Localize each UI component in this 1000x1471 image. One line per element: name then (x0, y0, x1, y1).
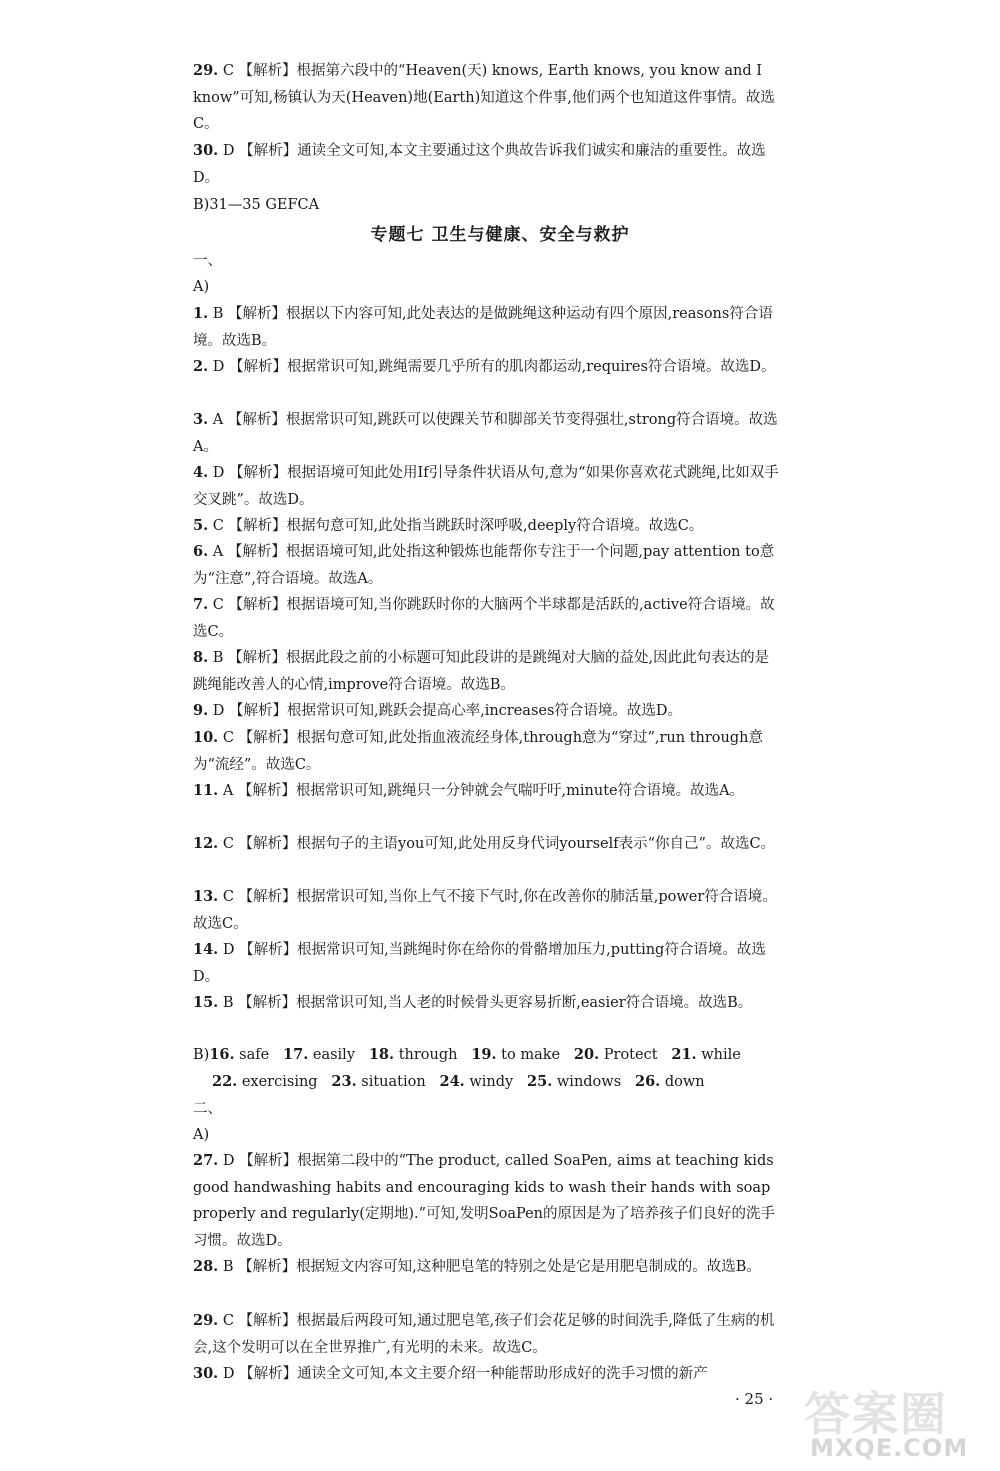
item-text: C 【解析】根据第六段中的“Heaven(天) knows, Earth knows, you know and I know”可知,杨镇认为天(Heaven)地(Earth)知道这个件事,他们两个也知道这件事情。故选C。 (193, 63, 775, 133)
blank-answers-row-1 (193, 1042, 741, 1068)
answer-item-6 (193, 539, 783, 592)
item-text: B 【解析】根据短文内容可知,这种肥皂笔的特别之处是它是用肥皂制成的。故选B。 (222, 1259, 761, 1275)
item-text: C 【解析】根据最后两段可知,通过肥皂笔,孩子们会花足够的时间洗手,降低了生病的机会,这个发明可以在全世界推广,有光明的未来。故选C。 (193, 1313, 775, 1356)
answer-item-5 (193, 513, 783, 540)
b-answer-line: B)31—35 GEFCA (193, 197, 320, 213)
item-text: D 【解析】根据第二段中的“The product, called SoaPen, aims at teaching kids good handwashing habits and encouraging kids to wash their hands with soap properly and regularly(定期地).”可知,发明SoaPen的原因是为了培养孩子们良好的洗手习惯。故选D。 (193, 1153, 776, 1249)
item-text: A 【解析】根据常识可知,跳跃可以使踝关节和脚部关节变得强壮,strong符合语境。故选A。 (193, 412, 778, 455)
blank-number: 17. (283, 1046, 309, 1063)
item-text: C 【解析】根据语境可知,当你跳跃时你的大脑两个半球都是活跃的,active符合语境。故选C。 (193, 597, 775, 640)
item-number: 29. (193, 62, 219, 79)
item-text: D 【解析】根据常识可知,跳跃会提高心率,increases符合语境。故选D。 (212, 703, 683, 719)
blank-word: down (664, 1074, 705, 1090)
answer-item-29 (193, 1308, 783, 1361)
item-number: 28. (193, 1258, 219, 1275)
item-text: D 【解析】通读全文可知,本文主要通过这个典故告诉我们诚实和廉洁的重要性。故选D。 (193, 143, 766, 186)
answer-item-12 (193, 831, 783, 858)
answer-item-13 (193, 884, 783, 937)
item-number: 27. (193, 1152, 219, 1169)
answer-item-30 (193, 1361, 783, 1388)
part-two-heading: 二、 (193, 1101, 222, 1117)
watermark (800, 1378, 990, 1468)
item-number: 14. (193, 941, 219, 958)
item-number: 30. (193, 142, 219, 159)
watermark-logo-text: 答案圈 (804, 1387, 948, 1441)
item-number: 6. (193, 543, 209, 560)
answer-item-7 (193, 592, 783, 645)
answer-item-3 (193, 407, 783, 460)
blank-number: 23. (331, 1073, 357, 1090)
answer-item-1 (193, 301, 783, 354)
blank-number: 18. (368, 1046, 395, 1063)
section-title: 专题七 卫生与健康、安全与救护 (370, 225, 630, 245)
blank-word: Protect (603, 1047, 658, 1063)
item-number: 3. (193, 411, 209, 428)
answer-item-30-top (193, 138, 783, 191)
blank-word: windy (469, 1074, 514, 1090)
answer-item-15 (193, 990, 783, 1017)
item-number: 8. (193, 649, 209, 666)
blank-number: 26. (634, 1073, 661, 1090)
answer-item-14 (193, 937, 783, 990)
item-number: 29. (193, 1312, 219, 1329)
item-text: B 【解析】根据此段之前的小标题可知此段讲的是跳绳对大脑的益处,因此此句表达的是跳绳能改善人的心情,improve符合语境。故选B。 (193, 650, 770, 693)
watermark-site-text: MXQE.COM (810, 1434, 969, 1462)
blank-number: 19. (471, 1046, 497, 1063)
item-number: 15. (193, 994, 219, 1011)
item-text: D 【解析】根据常识可知,当跳绳时你在给你的骨骼增加压力,putting符合语境。故选D。 (193, 942, 766, 985)
part-one-heading: 一、 (193, 253, 222, 269)
item-text: D 【解析】通读全文可知,本文主要介绍一种能帮助形成好的洗手习惯的新产 (222, 1366, 708, 1382)
item-text: C 【解析】根据句子的主语you可知,此处用反身代词yourself表示“你自己”。故选C。 (222, 836, 776, 852)
answer-item-27 (193, 1148, 783, 1254)
answer-item-2 (193, 354, 783, 381)
item-text: A 【解析】根据常识可知,跳绳只一分钟就会气喘吁吁,minute符合语境。故选A。 (222, 783, 745, 799)
blank-word: while (701, 1047, 741, 1063)
item-text: C 【解析】根据句意可知,此处指当跳跃时深呼吸,deeply符合语境。故选C。 (212, 518, 704, 534)
item-text: A 【解析】根据语境可知,此处指这种锻炼也能帮你专注于一个问题,pay attention to意为“注意”,符合语境。故选A。 (193, 544, 775, 587)
item-text: C 【解析】根据句意可知,此处指血液流经身体,through意为“穿过”,run through意为“流经”。故选C。 (193, 730, 763, 773)
answer-item-28 (193, 1254, 783, 1281)
item-text: B 【解析】根据以下内容可知,此处表达的是做跳绳这种运动有四个原因,reasons符合语境。故选B。 (193, 306, 773, 349)
blank-number: 24. (439, 1073, 465, 1090)
blank-word: through (398, 1047, 458, 1063)
item-text: D 【解析】根据常识可知,跳绳需要几乎所有的肌肉都运动,requires符合语境。故选D。 (212, 359, 776, 375)
answer-item-4 (193, 460, 783, 513)
blank-number: 22. (212, 1073, 238, 1090)
blank-word: easily (312, 1047, 356, 1063)
subsection-a-heading: A) (193, 279, 210, 295)
item-number: 9. (193, 702, 209, 719)
answer-item-8 (193, 645, 783, 698)
item-number: 13. (193, 888, 219, 905)
blank-answers-row-2 (212, 1069, 705, 1095)
blank-word: exercising (241, 1074, 318, 1090)
item-text: B 【解析】根据常识可知,当人老的时候骨头更容易折断,easier符合语境。故选B。 (222, 995, 753, 1011)
item-number: 5. (193, 517, 209, 534)
blank-number: 20. (573, 1046, 600, 1063)
subsection-a2-heading: A) (193, 1127, 210, 1143)
blank-word: windows (556, 1074, 622, 1090)
item-number: 11. (193, 782, 219, 799)
subsection-b-label: B) (193, 1047, 210, 1063)
item-number: 1. (193, 305, 209, 322)
item-text: D 【解析】根据语境可知此处用If引导条件状语从句,意为“如果你喜欢花式跳绳,比如双手交叉跳”。故选D。 (193, 465, 779, 508)
item-number: 10. (193, 729, 219, 746)
page-number: · 25 · (735, 1390, 774, 1408)
answer-item-10 (193, 725, 783, 778)
item-number: 2. (193, 358, 209, 375)
blank-number: 21. (671, 1046, 697, 1063)
blank-number: 16. (209, 1046, 235, 1063)
item-number: 4. (193, 464, 209, 481)
blank-word: safe (239, 1047, 270, 1063)
item-number: 12. (193, 835, 219, 852)
answer-item-9 (193, 698, 783, 725)
item-number: 30. (193, 1365, 219, 1382)
item-text: C 【解析】根据常识可知,当你上气不接下气时,你在改善你的肺活量,power符合语境。故选C。 (193, 889, 777, 932)
blank-word: to make (501, 1047, 561, 1063)
item-number: 7. (193, 596, 209, 613)
blank-number: 25. (527, 1073, 553, 1090)
blank-word: situation (361, 1074, 426, 1090)
answer-item-11 (193, 778, 783, 805)
answer-item-29-top (193, 58, 783, 138)
